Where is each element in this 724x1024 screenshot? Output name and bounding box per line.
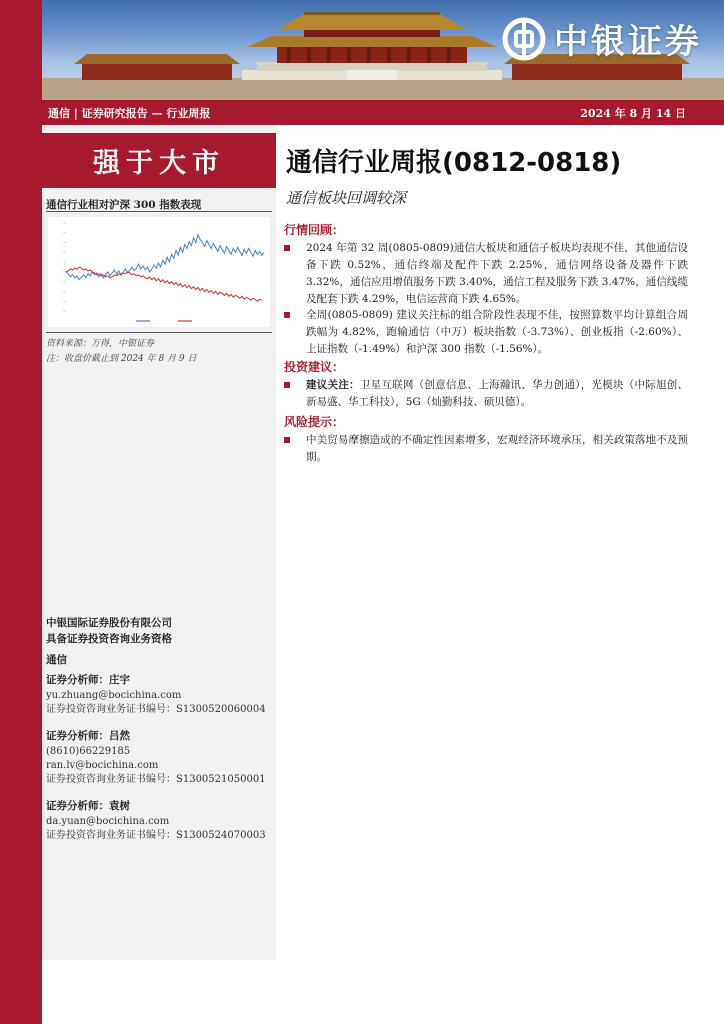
analyst-card (46, 797, 266, 843)
performance-chart (48, 217, 270, 327)
bullet-square-icon (284, 312, 290, 318)
analyst-title: 证券分析师：庄宇 (46, 674, 130, 686)
chart-source: 资料来源：万得，中银证券 (46, 339, 155, 349)
bullet-item (284, 240, 688, 308)
performance-chart-svg (48, 217, 270, 327)
analyst-title: 证券分析师：袁树 (46, 800, 130, 812)
sector-label: 通信 (46, 654, 67, 666)
company-qualification: 具备证券投资咨询业务资格 (46, 633, 172, 645)
header-banner (42, 0, 724, 100)
divider (46, 211, 272, 212)
section-heading-risk: 风险提示： (284, 415, 345, 429)
left-accent-bar (0, 0, 42, 1024)
bullet-bold-lead: 建议关注： (306, 379, 360, 391)
divider (46, 332, 272, 333)
bullet-text: 全周(0805-0809) 建议关注标的组合阶段性表现不佳，按照算数平均计算组合周跌幅为 4.82%，跑输通信（中万）板块指数（-3.73%）、创业板指（-2.60%）、上证指数（-1.49%）和沪深 300 指数（-1.56%）。 (306, 309, 688, 355)
report-subtitle: 通信板块回调较深 (286, 189, 407, 207)
bullet-text: 卫星互联网（创意信息、上海瀚讯、华力创通），光模块（中际旭创、新易盛、华工科技），5G（灿勤科技、硕贝德）。 (306, 379, 689, 408)
section-heading-market-review: 行情回顾： (284, 223, 345, 237)
analyst-license: 证券投资咨询业务证书编号：S1300524070003 (46, 830, 266, 841)
company-name: 中银国际证券股份有限公司 (46, 617, 172, 629)
analyst-email[interactable]: ran.lv@bocichina.com (46, 760, 159, 771)
report-category: 通信 | 证券研究报告 — 行业周报 (48, 106, 211, 120)
series-line-1 (66, 267, 262, 301)
rating-badge: 强于大市 (42, 133, 276, 188)
analyst-email[interactable]: yu.zhuang@bocichina.com (46, 690, 182, 701)
analyst-card (46, 727, 266, 787)
bullet-square-icon (284, 382, 290, 388)
report-title: 通信行业周报(0812-0818) (286, 148, 622, 178)
bullet-square-icon (284, 437, 290, 443)
analyst-license: 证券投资咨询业务证书编号：S1300521050001 (46, 774, 266, 785)
chart-title: 通信行业相对沪深 300 指数表现 (46, 199, 202, 211)
analyst-phone: (8610)66229185 (46, 746, 131, 757)
analyst-license: 证券投资咨询业务证书编号：S1300520060004 (46, 704, 266, 715)
bullet-text: 中美贸易摩擦造成的不确定性因素增多，宏观经济环境承压，相关政策落地不及预期。 (306, 434, 688, 463)
bullet-text: 2024 年第 32 周(0805-0809)通信大板块和通信子板块均表现不佳，其他通信设备下跌 0.52%，通信终端及配件下跌 2.25%，通信网络设备及器件下跌 3.32%，通信应用增值服务下跌 3.40%，通信工程及服务下跌 3.47%，通信线缆及配套下跌 4.29%，电信运营商下跌 4.65%。 (306, 242, 688, 305)
section-heading-investment-advice: 投资建议： (284, 360, 345, 374)
company-info (46, 615, 172, 647)
chart-note: 注：收盘价截止到 2024 年 8 月 9 日 (46, 354, 197, 364)
series-line-0 (66, 235, 264, 280)
brand-name: 中银证券 (554, 22, 702, 62)
analyst-email[interactable]: da.yuan@bocichina.com (46, 816, 170, 827)
bullet-item (284, 307, 688, 358)
report-date: 2024 年 8 月 14 日 (580, 106, 686, 120)
analyst-card (46, 671, 266, 717)
analyst-title: 证券分析师：吕然 (46, 730, 130, 742)
bullet-square-icon (284, 245, 290, 251)
report-category-strip (42, 100, 724, 125)
sidebar (42, 125, 276, 960)
bullet-item (284, 432, 688, 466)
boc-coin-icon (502, 17, 546, 61)
brand-logo (502, 14, 702, 63)
bullet-item (284, 377, 688, 411)
